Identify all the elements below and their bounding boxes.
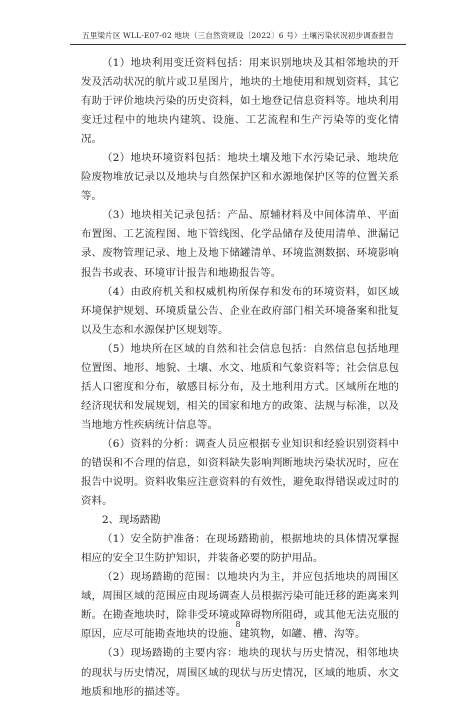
page-number: 8 bbox=[235, 620, 241, 629]
paragraph-survey-content: （3）现场踏勘的主要内容：地块的现状与历史情况，相邻地块的现状与历史情况，周围区域的现状与历史情况，区域的地质、水文地质和地形的描述等。 bbox=[81, 647, 399, 698]
page-header: 五里梁片区 WLL-E07-02 地块（三自然资规设〔2022〕6 号）土壤污染状况初步调查报告 bbox=[82, 31, 394, 40]
paragraph-natural-social-info: （5）地块所在区域的自然和社会信息包括：自然信息包括地理位置图、地形、地貌、土壤、水文、地质和气象资料等；社会信息包括人口密度和分布，敏感目标分布，及土地利用方式。区域所在地的经济现状和发展规划，相关的国家和地方的政策、法规与标准，以及当地地方性疾病统计信息等。 bbox=[81, 342, 399, 431]
paragraph-survey-scope: （2）现场踏勘的范围：以地块内为主，并应包括地块的周围区域，周围区域的范围应由现场调查人员根据污染可能迁移的距离来判断。在勘查地块时，除非受环境或障碍物所阻碍，或其他无法克服的原因，应尽可能勘查地块的设施、建筑物，如罐、槽、沟等。 bbox=[81, 571, 399, 641]
paragraph-data-analysis: （6）资料的分析：调查人员应根据专业知识和经验识别资料中的错误和不合理的信息，如资料缺失影响判断地块污染状况时，应在报告中说明。资料收集应注意资料的有效性，避免取得错误或过时的资料。 bbox=[81, 437, 399, 508]
paragraph-land-use-history: （1）地块利用变迁资料包括：用来识别地块及其相邻地块的开发及活动状况的航片或卫星图片，地块的土地使用和规划资料，其它有助于评价地块污染的历史资料，如土地登记信息资料等。地块利用变迁过程中的地块内建筑、设施、工艺流程和生产污染等的变化情况。 bbox=[81, 57, 399, 146]
paragraph-site-records: （3）地块相关记录包括：产品、原辅材料及中间体清单、平面布置图、工艺流程图、地下管线图、化学品储存及使用清单、泄漏记录、废物管理记录、地上及地下储罐清单、环境监测数据、环境影响报告书或表、环境审计报告和地勘报告等。 bbox=[81, 209, 399, 279]
header-divider bbox=[70, 44, 406, 45]
paragraph-safety-prep: （1）安全防护准备：在现场踏勘前，根据地块的具体情况掌握相应的安全卫生防护知识，并装备必要的防护用品。 bbox=[81, 533, 399, 565]
section-heading-site-survey: 2、现场踏勘 bbox=[102, 514, 161, 527]
page-body bbox=[81, 54, 399, 702]
paragraph-government-data: （4）由政府机关和权威机构所保存和发布的环境资料，如区域环境保护规划、环境质量公告、企业在政府部门相关环境备案和批复以及生态和水源保护区规划等。 bbox=[81, 285, 399, 336]
paragraph-site-environment: （2）地块环境资料包括：地块土壤及地下水污染记录、地块危险废物堆放记录以及地块与自然保护区和水源地保护区等的位置关系等。 bbox=[81, 152, 399, 203]
